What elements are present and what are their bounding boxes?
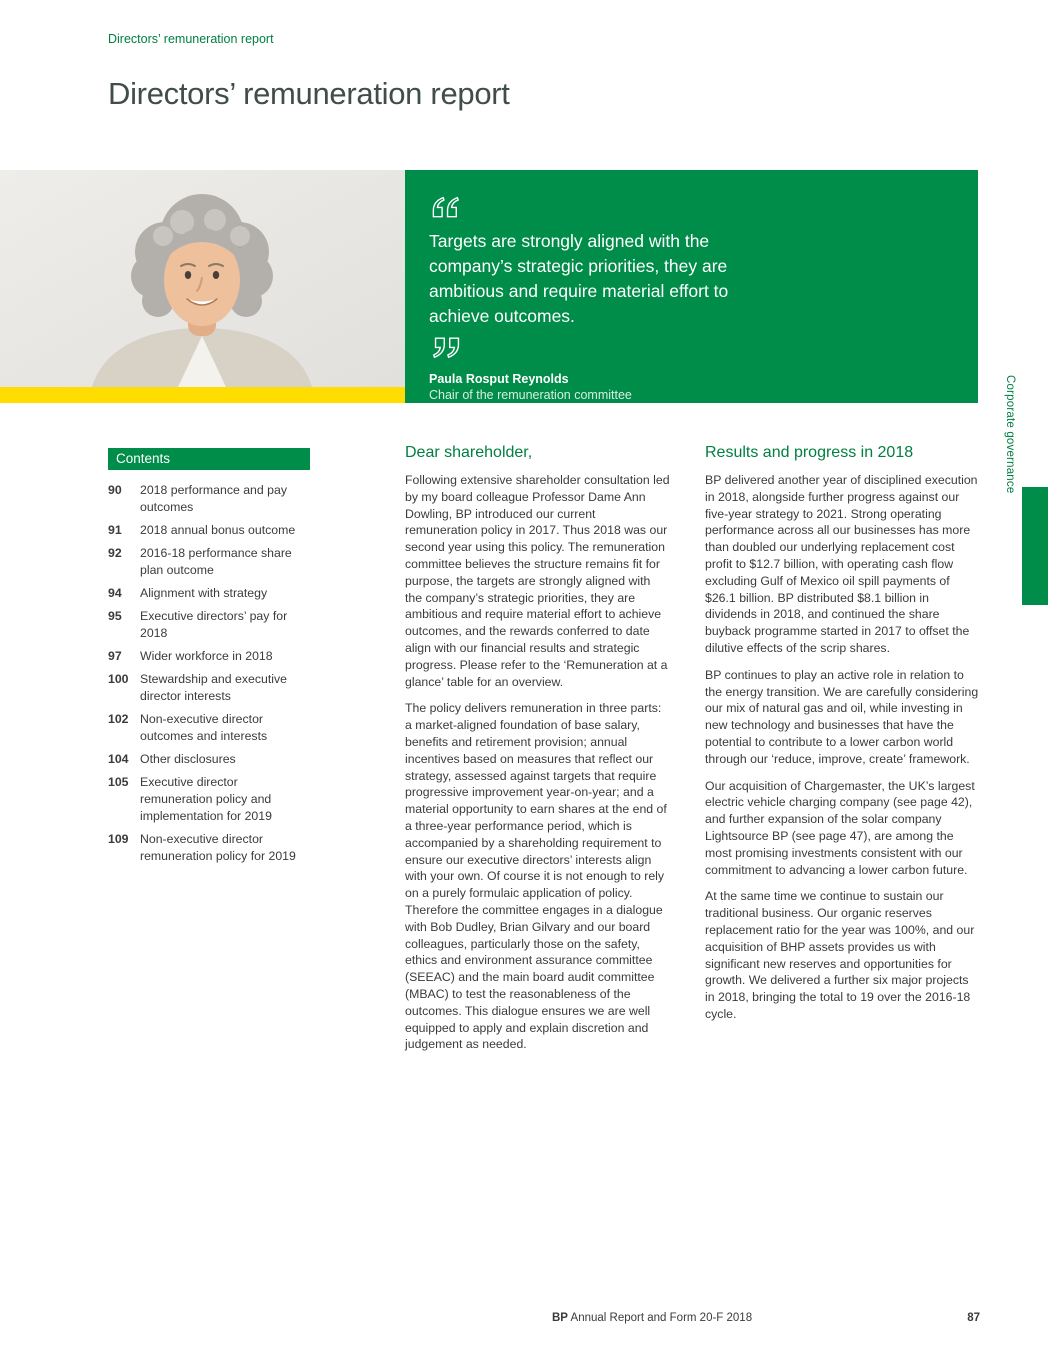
contents-panel	[108, 448, 310, 871]
contents-item-page: 104	[108, 752, 129, 766]
page-title: Directors’ remuneration report	[108, 76, 510, 111]
dear-shareholder-heading: Dear shareholder,	[405, 444, 533, 461]
contents-item-page: 109	[108, 832, 129, 846]
contents-list	[108, 482, 310, 865]
dear-shareholder-section	[405, 444, 670, 1063]
contents-item-page: 97	[108, 649, 122, 663]
contents-item-label: Executive director remuneration policy and implementation for 2019	[140, 775, 272, 823]
quote-text: Targets are strongly aligned with the company’s strategic priorities, they are ambitious and require material effort to achieve outcomes.	[429, 231, 729, 326]
dear-shareholder-body	[405, 472, 670, 1053]
contents-header: Contents	[108, 448, 310, 470]
contents-item-label: Other disclosures	[140, 752, 236, 766]
contents-item-page: 102	[108, 712, 129, 726]
portrait-photo	[0, 170, 405, 387]
contents-item-page: 100	[108, 672, 129, 686]
contents-item-page: 95	[108, 609, 122, 623]
yellow-accent-bar	[0, 387, 405, 403]
contents-item-page: 105	[108, 775, 129, 789]
contents-item	[108, 545, 310, 579]
contents-item	[108, 482, 310, 516]
contents-item	[108, 774, 310, 825]
results-section	[705, 444, 981, 1033]
paragraph: Following extensive shareholder consultation led by my board colleague Professor Dame Ann Dowling, BP introduced our current remuneration policy in 2017. Thus 2018 was our second year using this policy. The remuneration committee believes the structure remains fit for purpose, the targets are strongly aligned with the company’s strategic priorities, they are ambitious and require material effort to achieve outcomes, and the rewards conferred to date align with our financial results and strategic progress. Please refer to the ‘Remuneration at a glance’ table for an overview.	[405, 473, 670, 689]
contents-item	[108, 671, 310, 705]
contents-item	[108, 831, 310, 865]
contents-item-page: 94	[108, 586, 122, 600]
side-tab-corporate-governance: Corporate governance	[1004, 375, 1016, 494]
footer-text	[552, 1312, 752, 1324]
contents-item-label: 2018 annual bonus outcome	[140, 523, 296, 537]
contents-item-label: Alignment with strategy	[140, 586, 268, 600]
side-tab-bar	[1022, 487, 1048, 605]
open-quote-icon	[429, 196, 948, 220]
contents-item-label: 2016-18 performance share plan outcome	[140, 546, 292, 577]
contents-item	[108, 751, 310, 768]
paragraph: The policy delivers remuneration in three parts: a market-aligned foundation of base salary, benefits and retirement provision; annual incentives based on measures that reflect our strategy, assessed against targets that require progressive improvement year-on-year; and a material opportunity to earn shares at the end of a three-year performance period, which is accompanied by a shareholding requirement to ensure our executive directors’ interests align with your own. Of course it is not enough to rely on a purely formulaic application of policy. Therefore the committee engages in a dialogue with Bob Dudley, Brian Gilvary and our board colleagues, particularly those on the safety, ethics and environment assurance committee (SEEAC) and the main board audit committee (MBAC) to test the reasonableness of the outcomes. This dialogue ensures we are well equipped to apply and explain discretion and judgement as needed.	[405, 701, 667, 1052]
contents-item-label: Executive directors’ pay for 2018	[140, 609, 288, 640]
paragraph: Our acquisition of Chargemaster, the UK’s largest electric vehicle charging company (see page 42), and further expansion of the solar company Lightsource BP (see page 47), are among the most promising investments consistent with our commitment to advancing a lower carbon future.	[705, 778, 975, 877]
close-quote-icon	[429, 336, 948, 360]
quote-author: Paula Rosput Reynolds	[429, 372, 569, 387]
quote-author-role: Chair of the remuneration committee	[429, 388, 632, 403]
results-body	[705, 472, 981, 1023]
contents-item-page: 92	[108, 546, 122, 560]
contents-item-page: 91	[108, 523, 122, 537]
contents-item	[108, 711, 310, 745]
quote-box	[405, 170, 978, 403]
contents-item-label: 2018 performance and pay outcomes	[140, 483, 287, 514]
contents-item-label: Non-executive director outcomes and interests	[140, 712, 268, 743]
quote-banner	[0, 170, 978, 403]
contents-item	[108, 648, 310, 665]
footer-page-number: 87	[967, 1312, 980, 1324]
results-heading: Results and progress in 2018	[705, 444, 914, 461]
contents-item-label: Wider workforce in 2018	[140, 649, 273, 663]
contents-item-label: Non-executive director remuneration policy for 2019	[140, 832, 296, 863]
paragraph: BP delivered another year of disciplined execution in 2018, alongside further progress against our five-year strategy to 2021. Strong operating performance across all our businesses has more than doubled our underlying replacement cost profit to $12.7 billion, with operating cash flow excluding Gulf of Mexico oil spill payments of $26.1 billion. BP distributed $8.1 billion in dividends in 2018, and continued the share buyback programme started in 2017 to offset the dilutive effects of the scrip shares.	[705, 473, 978, 655]
section-eyebrow: Directors’ remuneration report	[108, 32, 274, 46]
contents-item	[108, 585, 310, 602]
footer-brand: BP	[552, 1312, 568, 1324]
contents-item-page: 90	[108, 483, 122, 497]
paragraph: At the same time we continue to sustain our traditional business. Our organic reserves replacement ratio for the year was 100%, and our acquisition of BHP assets provides us with significant new reserves and opportunities for growth. We delivered a further six major projects in 2018, bringing the total to 19 over the 2016-18 cycle.	[705, 889, 975, 1021]
paragraph: BP continues to play an active role in relation to the energy transition. We are carefully considering our mix of natural gas and oil, while investing in new technology and businesses that have the potential to contribute to a lower carbon world through our ‘reduce, improve, create’ framework.	[705, 667, 979, 766]
contents-item	[108, 608, 310, 642]
portrait-illustration	[0, 170, 405, 387]
footer-report-title: Annual Report and Form 20-F 2018	[567, 1312, 753, 1324]
contents-item	[108, 522, 310, 539]
contents-item-label: Stewardship and executive director interests	[140, 672, 287, 703]
